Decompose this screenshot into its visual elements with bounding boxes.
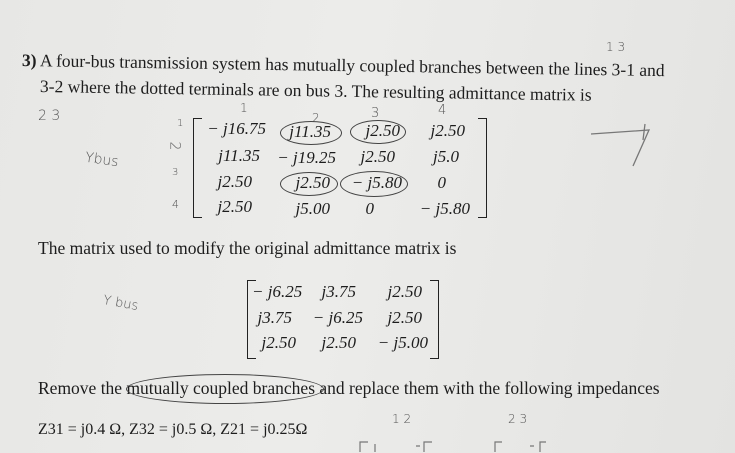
handwritten-circle-j2-50-top xyxy=(350,120,406,144)
handwritten-bottom-right-1: 1 2 xyxy=(392,412,412,426)
handwritten-col-label-2: 2 xyxy=(312,111,320,125)
m1-r4-c2: j5.00 xyxy=(295,199,330,218)
matrix1-right-bracket xyxy=(478,118,487,218)
remove-branches-text: Remove the mutually coupled branches and replace them with the following impedances xyxy=(38,378,660,398)
page-number: 1 3 xyxy=(606,40,626,54)
matrix2-right-bracket xyxy=(430,280,439,359)
handwritten-col-label-3: 3 xyxy=(371,106,380,121)
handwritten-circle-minus-j5-80 xyxy=(340,171,408,197)
handwritten-sketch xyxy=(585,110,665,180)
problem-text-1: A four-bus transmission system has mutually coupled branches between the lines 3-1 and xyxy=(39,50,665,81)
m1-r3-c3: − j5.80 xyxy=(351,173,402,192)
handwritten-circle-j2-50-row3 xyxy=(280,172,338,196)
m1-r3-c1: j2.50 xyxy=(217,172,252,191)
problem-line-2 xyxy=(40,76,592,106)
handwritten-row-label-3: 3 xyxy=(172,167,179,178)
problem-number: 3) xyxy=(21,50,37,71)
m1-r2-c4: j5.0 xyxy=(433,147,459,166)
m2-r3-c3: − j5.00 xyxy=(377,333,428,352)
handwritten-ybus-label: Ybus xyxy=(84,149,120,171)
m1-r2-c3: j2.50 xyxy=(360,147,395,166)
m2-r2-c3: j2.50 xyxy=(387,308,422,327)
handwritten-row-label-4: 4 xyxy=(172,198,179,211)
m1-r3-c2: j2.50 xyxy=(295,173,330,192)
m2-r3-c1: j2.50 xyxy=(261,333,296,352)
m2-r1-c2: j3.75 xyxy=(321,282,356,301)
handwritten-row-label-2: 2 xyxy=(166,141,183,151)
m2-r2-c1: j3.75 xyxy=(257,308,292,327)
matrix-intro-text: The matrix used to modify the original admittance matrix is xyxy=(38,238,457,258)
handwritten-bottom-right-2: 2 3 xyxy=(508,412,528,426)
handwritten-circle-j11-35 xyxy=(280,121,342,145)
handwritten-note-top-left: 2 3 xyxy=(38,108,61,124)
m1-r1-c2: j11.35 xyxy=(289,122,331,141)
problem-text-2: 3-2 where the dotted terminals are on bus 3. The resulting admittance matrix is xyxy=(39,76,592,105)
impedance-values: Z31 = j0.4 Ω, Z32 = j0.5 Ω, Z21 = j0.25Ω xyxy=(38,421,308,438)
m1-r2-c2: − j19.25 xyxy=(277,148,336,167)
handwritten-ybus-label-2: Y bus xyxy=(101,293,140,314)
handwritten-partial-matrices xyxy=(350,430,590,453)
m1-r4-c4: − j5.80 xyxy=(419,199,470,218)
m2-r1-c3: j2.50 xyxy=(387,282,422,301)
m1-r2-c1: j11.35 xyxy=(218,146,260,165)
m1-r1-c4: j2.50 xyxy=(430,121,465,140)
m1-r4-c3: 0 xyxy=(365,199,374,218)
m1-r4-c1: j2.50 xyxy=(217,197,252,216)
handwritten-row-label-1: 1 xyxy=(177,118,184,129)
handwritten-col-label-4: 4 xyxy=(438,103,447,118)
m1-r3-c4: 0 xyxy=(437,173,446,192)
handwritten-circle-mutually-coupled xyxy=(126,374,324,404)
m2-r2-c2: − j6.25 xyxy=(312,308,363,327)
m2-r3-c2: j2.50 xyxy=(321,333,356,352)
handwritten-col-label-1: 1 xyxy=(240,101,248,115)
m1-r1-c3: j2.50 xyxy=(365,121,400,140)
m1-r1-c1: − j16.75 xyxy=(207,119,266,138)
m2-r1-c1: − j6.25 xyxy=(252,282,303,301)
